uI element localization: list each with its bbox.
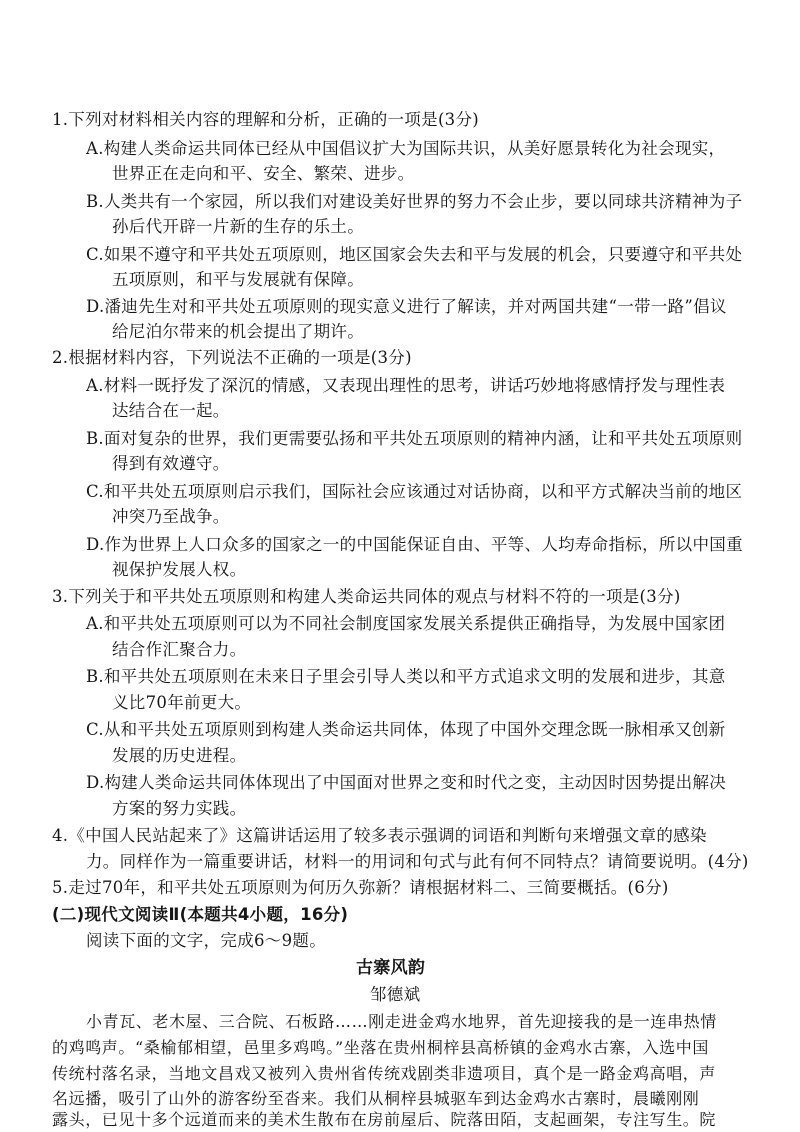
q2-option-a-line1: A.材料一既抒发了深沉的情感，又表现出理性的思考，讲话巧妙地将感情抒发与理性表 <box>86 376 726 395</box>
article-line-1: 小青瓦、老木屋、三合院、石板路……刚走进金鸡水地界，首先迎接我的是一连串热情 <box>86 1012 717 1031</box>
q2-option-c-line2: 冲突乃至战争。 <box>112 507 230 526</box>
q1-option-d-line1: D.潘迪先生对和平共处五项原则的现实意义进行了解读，并对两国共建“一带一路”倡议 <box>86 297 727 316</box>
q3-option-d-line2: 方案的努力实践。 <box>112 799 247 818</box>
q3-option-b-line1: B.和平共处五项原则在未来日子里会引导人类以和平方式追求文明的发展和进步，其意 <box>86 667 726 686</box>
q1-option-c-line2: 五项原则，和平与发展就有保障。 <box>112 270 364 289</box>
reading-instruction: 阅读下面的文字，完成6～9题。 <box>86 931 326 950</box>
q1-option-a-line1: A.构建人类命运共同体已经从中国倡议扩大为国际共识，从美好愿景转化为社会现实， <box>86 139 726 158</box>
q3-option-b-line2: 义比70年前更大。 <box>112 693 252 712</box>
q3-option-d-line1: D.构建人类命运共同体体现出了中国面对世界之变和时代之变，主动因时因势提出解决 <box>86 773 727 792</box>
q2-option-a-line2: 达结合在一起。 <box>112 401 230 420</box>
q1-option-a-line2: 世界正在走向和平、安全、繁荣、进步。 <box>112 164 415 183</box>
q1-option-b-line2: 孙后代开辟一片新的生存的乐土。 <box>112 217 364 236</box>
q2-option-d-line1: D.作为世界上人口众多的国家之一的中国能保证自由、平等、人均寿命指标，所以中国重 <box>86 535 743 554</box>
q1-option-b-line1: B.人类共有一个家园，所以我们对建设美好世界的努力不会止步，要以同球共济精神为子 <box>86 192 743 211</box>
q4-line1: 4.《中国人民站起来了》这篇讲话运用了较多表示强调的词语和判断句来增强文章的感染 <box>52 826 707 845</box>
article-line-3: 传统村落名录，当地文昌戏又被列入贵州省传统戏剧类非遗项目，真个是一路金鸡高唱，声 <box>52 1064 717 1083</box>
q4-line2: 力。同样作为一篇重要讲话，材料一的用词和句式与此有何不同特点？请简要说明。(4分) <box>86 852 749 871</box>
q3-option-c-line2: 发展的历史进程。 <box>112 746 247 765</box>
q2-option-b-line1: B.面对复杂的世界，我们更需要弘扬和平共处五项原则的精神内涵，让和平共处五项原则 <box>86 429 743 448</box>
q5-stem: 5.走过70年，和平共处五项原则为何历久弥新？请根据材料二、三简要概括。(6分) <box>52 878 669 897</box>
section-heading: (二)现代文阅读Ⅱ(本题共4小题，16分) <box>52 905 349 924</box>
q1-stem: 1.下列对材料相关内容的理解和分析，正确的一项是(3分) <box>52 110 480 129</box>
q2-option-d-line2: 视保护发展人权。 <box>112 560 247 579</box>
q3-option-a-line2: 结合作汇聚合力。 <box>112 640 247 659</box>
q2-option-c-line1: C.和平共处五项原则启示我们，国际社会应该通过对话协商，以和平方式解决当前的地区 <box>86 482 743 501</box>
q2-option-b-line2: 得到有效遵守。 <box>112 454 230 473</box>
q3-stem: 3.下列关于和平共处五项原则和构建人类命运共同体的观点与材料不符的一项是(3分) <box>52 587 681 606</box>
article-line-4: 名远播，吸引了山外的游客纷至沓来。我们从桐梓县城驱车到达金鸡水古寨时，晨曦刚刚 <box>52 1089 700 1108</box>
article-title: 古寨风韵 <box>356 958 426 978</box>
q3-option-a-line1: A.和平共处五项原则可以为不同社会制度国家发展关系提供正确指导，为发展中国家团 <box>86 614 726 633</box>
article-author: 邹德斌 <box>370 985 421 1004</box>
q1-option-d-line2: 给尼泊尔带来的机会提出了期许。 <box>112 322 364 341</box>
q3-option-c-line1: C.从和平共处五项原则到构建人类命运共同体，体现了中国外交理念既一脉相承又创新 <box>86 720 726 739</box>
q2-stem: 2.根据材料内容，下列说法不正确的一项是(3分) <box>52 348 412 367</box>
q1-option-c-line1: C.如果不遵守和平共处五项原则，地区国家会失去和平与发展的机会，只要遵守和平共处 <box>86 245 743 264</box>
article-line-2: 的鸡鸣声。“桑榆郁相望，邑里多鸡鸣。”坐落在贵州桐梓县高桥镇的金鸡水古寨，入选中国 <box>52 1038 709 1057</box>
article-line-5: 露头，已见十多个远道而来的美术生散布在房前屋后、院落田陌，支起画架，专注写生。院 <box>52 1110 717 1129</box>
